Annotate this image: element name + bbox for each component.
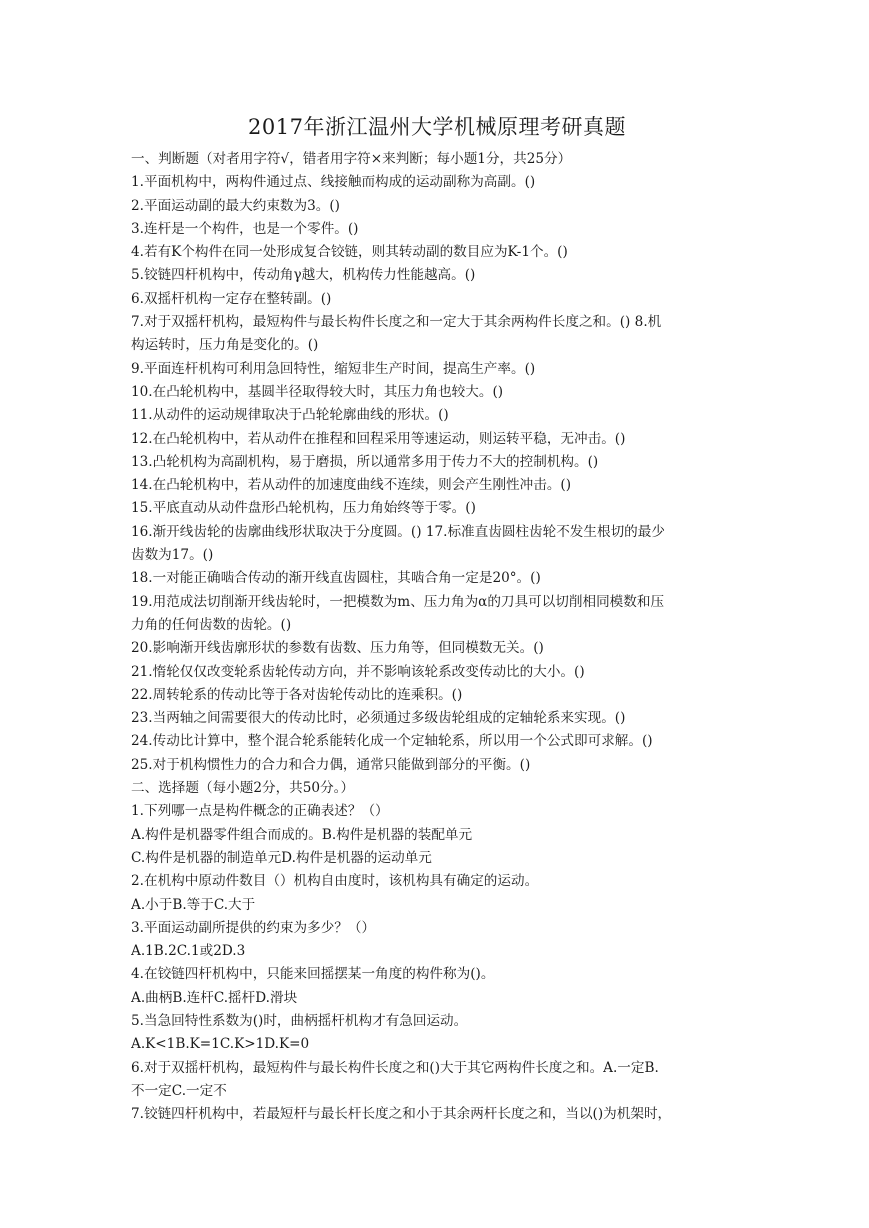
text-line: 12.在凸轮机构中，若从动件在推程和回程采用等速运动，则运转平稳，无冲击。() [131,430,626,447]
text-line: 不一定C.一定不 [131,1082,227,1099]
text-line: A.小于B.等于C.大于 [131,896,256,913]
text-line: 11.从动件的运动规律取决于凸轮轮廓曲线的形状。() [131,407,449,424]
text-line: 4.在铰链四杆机构中，只能来回摇摆某一角度的构件称为()。 [131,966,495,983]
text-line: 16.渐开线齿轮的齿廓曲线形状取决于分度圆。() 17.标准直齿圆柱齿轮不发生根切的最少 [131,523,665,540]
text-line: 二、选择题（每小题2分，共50分。） [131,780,355,797]
text-line: 24.传动比计算中，整个混合轮系能转化成一个定轴轮系，所以用一个公式即可求解。() [131,733,653,750]
text-line: 15.平底直动从动件盘形凸轮机构，压力角始终等于零。() [131,500,476,517]
text-line: 7.铰链四杆机构中，若最短杆与最长杆长度之和小于其余两杆长度之和，当以()为机架时， [131,1106,672,1123]
text-line: 2.平面运动副的最大约束数为3。() [131,197,340,214]
text-line: 18.一对能正确啮合传动的渐开线直齿圆柱，其啮合角一定是20°。() [131,570,541,587]
text-line: A.K<1B.K=1C.K>1D.K=0 [131,1036,310,1053]
text-line: C.构件是机器的制造单元D.构件是机器的运动单元 [131,849,432,866]
text-line: A.1B.2C.1或2D.3 [131,943,246,960]
text-line: 5.当急回特性系数为()时，曲柄摇杆机构才有急回运动。 [131,1012,468,1029]
text-line: 21.惰轮仅仅改变轮系齿轮传动方向，并不影响该轮系改变传动比的大小。() [131,663,585,680]
document-title: 2017年浙江温州大学机械原理考研真题 [248,115,626,139]
text-line: 25.对于机构惯性力的合力和合力偶，通常只能做到部分的平衡。() [131,756,531,773]
text-line: 3.平面运动副所提供的约束为多少？（） [131,919,376,936]
document-page [131,112,743,1126]
text-line: 6.对于双摇杆机构，最短构件与最长构件长度之和()大于其它两构件长度之和。A.一定B. [131,1059,659,1076]
text-line: 22.周转轮系的传动比等于各对齿轮传动比的连乘积。() [131,686,463,703]
text-line: 力角的任何齿数的齿轮。() [131,616,292,633]
text-line: 构运转时，压力角是变化的。() [131,337,319,354]
text-line: 19.用范成法切削渐开线齿轮时，一把模数为m、压力角为α的刀具可以切削相同模数和压 [131,593,665,610]
text-line: 1.平面机构中，两构件通过点、线接触而构成的运动副称为高副。() [131,174,536,191]
text-line: 1.下列哪一点是构件概念的正确表述？（） [131,803,389,820]
text-line: 一、判断题（对者用字符√，错者用字符×来判断；每小题1分，共25分） [131,151,572,167]
text-line: 20.影响渐开线齿廓形状的参数有齿数、压力角等，但同模数无关。() [131,640,544,657]
text-line: 3.连杆是一个构件，也是一个零件。() [131,220,359,237]
document-body [131,148,743,1126]
text-line: A.曲柄B.连杆C.摇杆D.滑块 [131,989,298,1006]
text-line: 5.铰链四杆机构中，传动角γ越大，机构传力性能越高。() [131,267,476,284]
text-line: 14.在凸轮机构中，若从动件的加速度曲线不连续，则会产生刚性冲击。() [131,477,572,494]
text-line: 齿数为17。() [131,547,214,564]
text-line: A.构件是机器零件组合而成的。B.构件是机器的装配单元 [131,826,473,843]
text-line: 13.凸轮机构为高副机构，易于磨损，所以通常多用于传力不大的控制机构。() [131,453,599,470]
text-line: 4.若有K个构件在同一处形成复合铰链，则其转动副的数目应为K-1个。() [131,244,568,261]
text-line: 23.当两轴之间需要很大的传动比时，必须通过多级齿轮组成的定轴轮系来实现。() [131,710,626,727]
text-line: 6.双摇杆机构一定存在整转副。() [131,290,332,307]
text-line: 10.在凸轮机构中，基圆半径取得较大时，其压力角也较大。() [131,383,504,400]
text-line: 7.对于双摇杆机构，最短构件与最长构件长度之和一定大于其余两构件长度之和。() 8.机 [131,314,662,331]
text-line: 9.平面连杆机构可利用急回特性，缩短非生产时间，提高生产率。() [131,360,536,377]
text-line: 2.在机构中原动件数目（）机构自由度时，该机构具有确定的运动。 [131,873,539,890]
